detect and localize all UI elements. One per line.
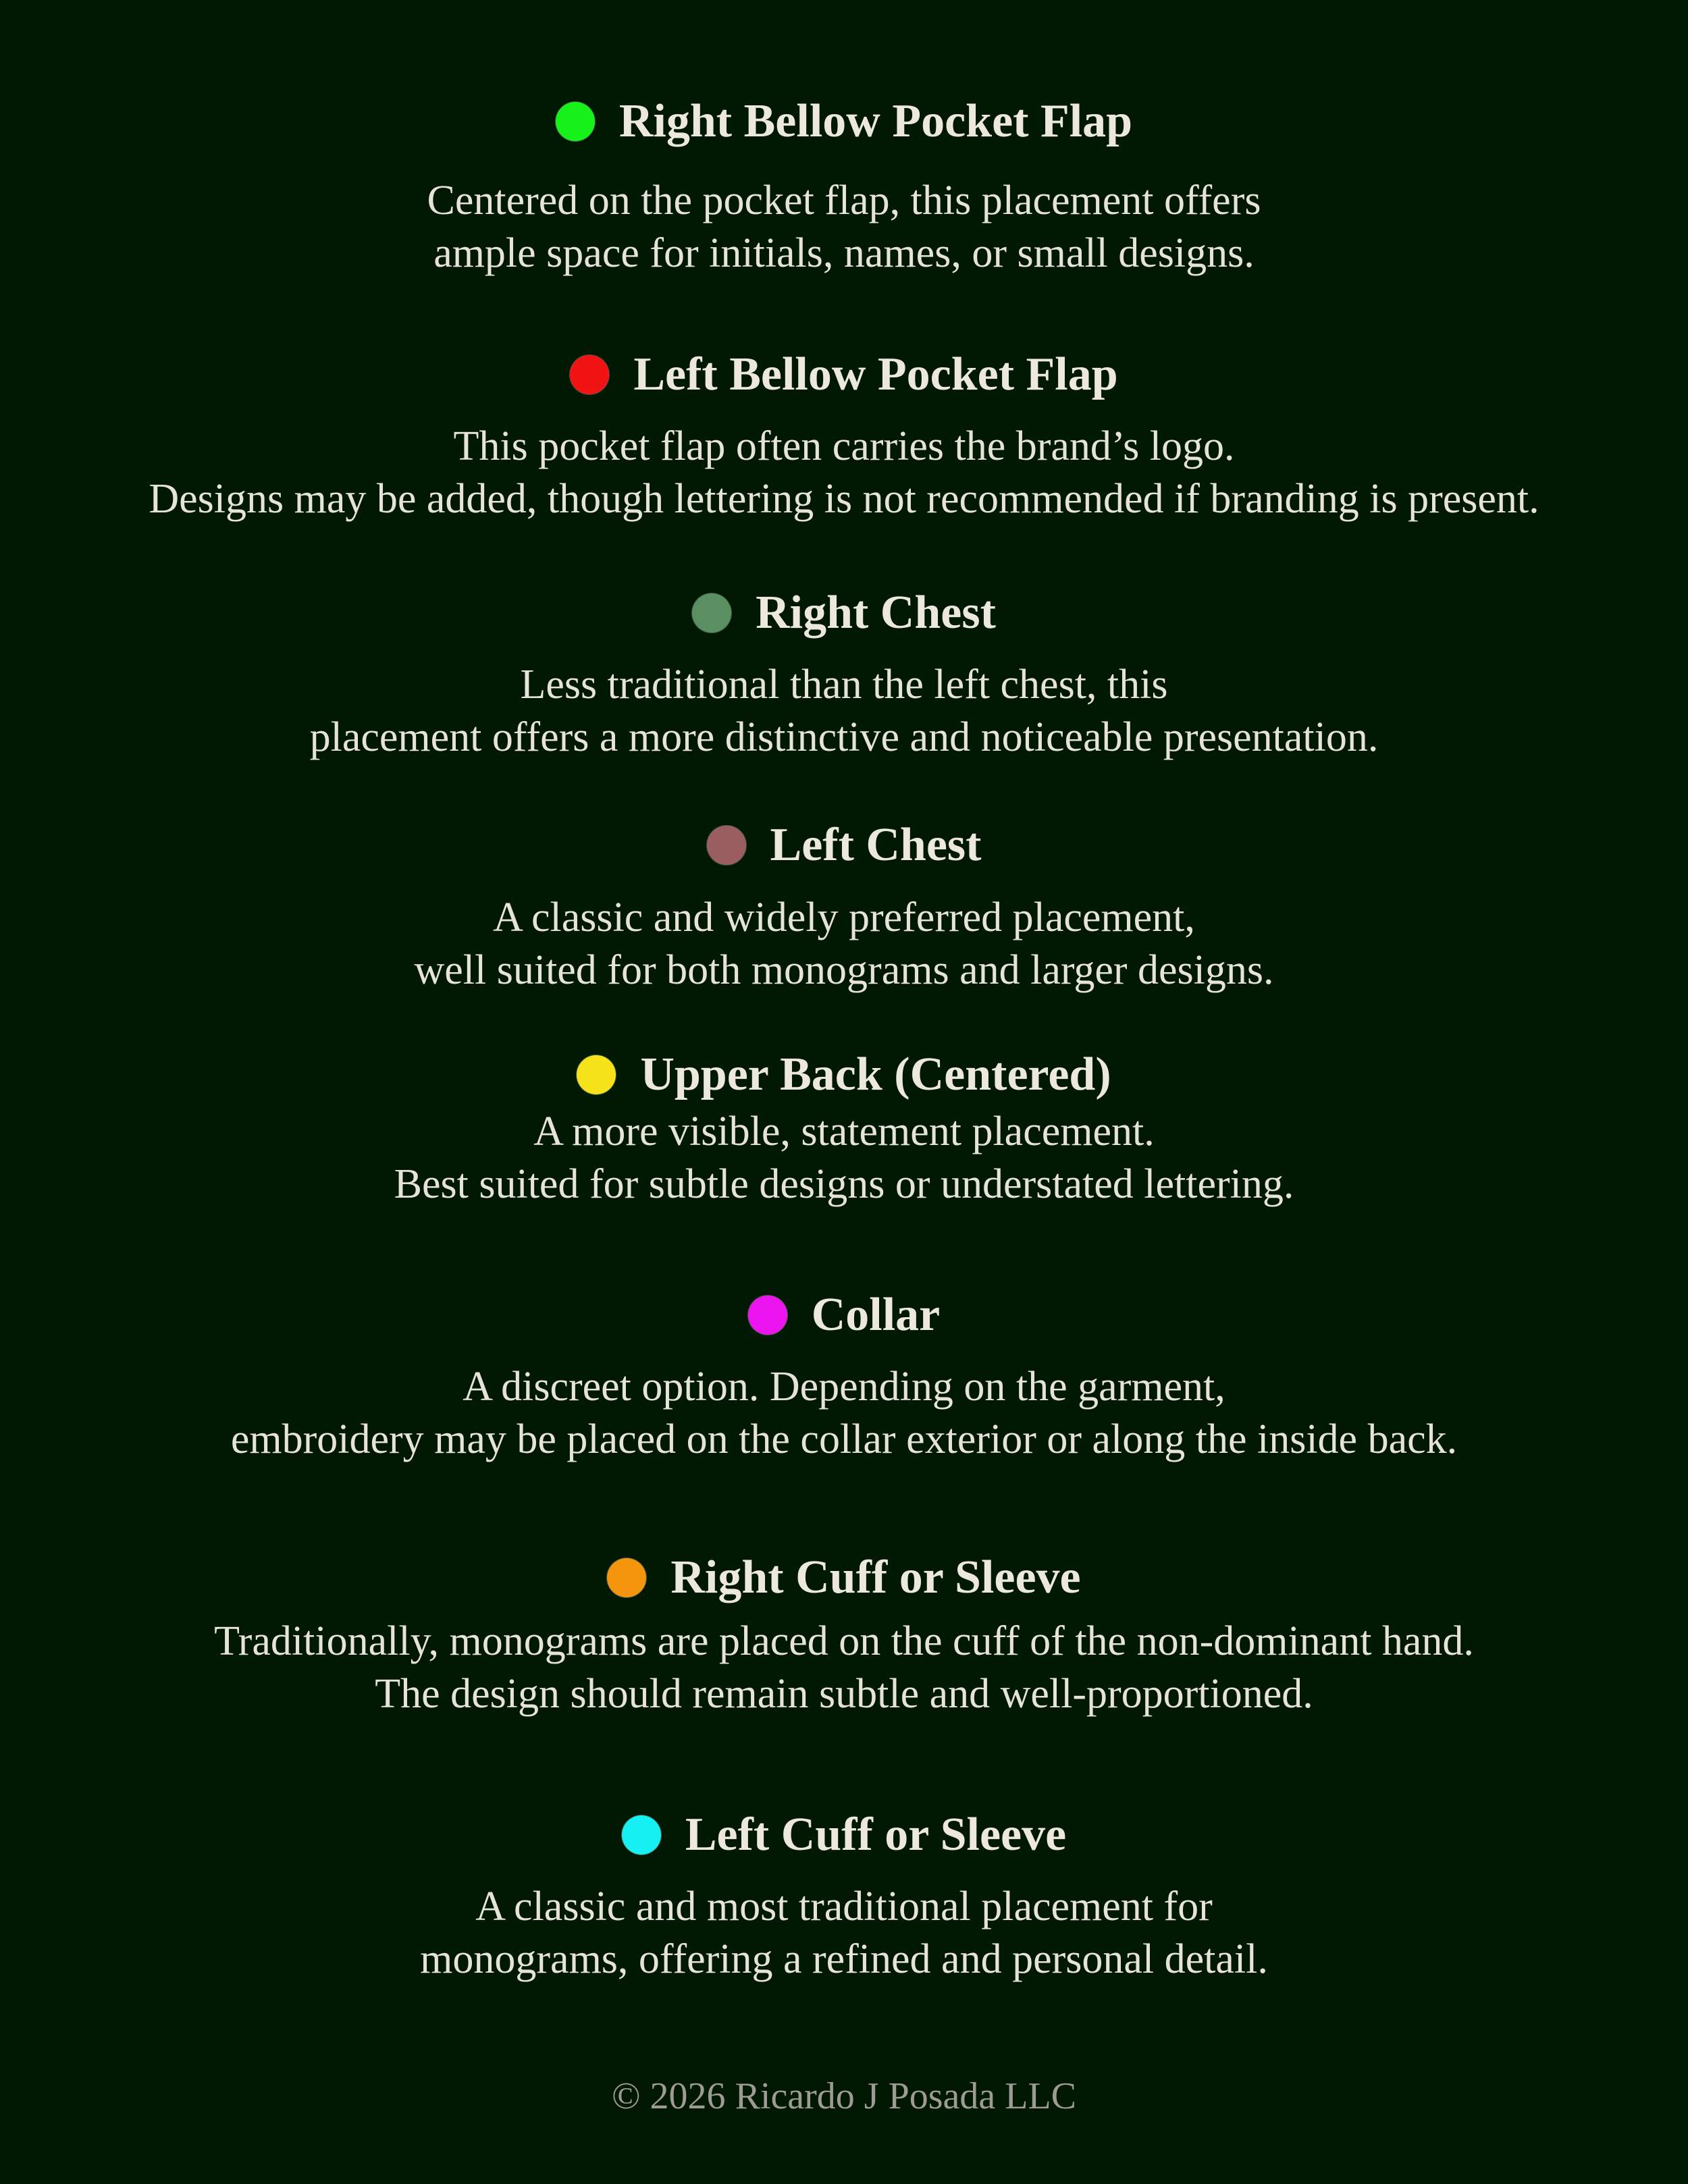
placement-heading xyxy=(0,815,1688,876)
placement-description xyxy=(0,420,1688,525)
placement-heading xyxy=(0,344,1688,405)
placement-collar xyxy=(0,1285,1688,1466)
description-line: Traditionally, monograms are placed on the cuff of the non-dominant hand. xyxy=(214,1618,1474,1664)
placement-title: Collar xyxy=(811,1289,941,1341)
description-line: Designs may be added, though lettering is not recommended if branding is present. xyxy=(149,476,1539,522)
description-line: placement offers a more distinctive and noticeable presentation. xyxy=(309,714,1379,760)
placement-description xyxy=(0,174,1688,279)
placement-heading xyxy=(0,583,1688,643)
description-line: Less traditional than the left chest, this xyxy=(520,662,1168,708)
placement-title: Upper Back (Centered) xyxy=(640,1048,1111,1100)
sage-dot-icon xyxy=(692,593,731,633)
description-line: A discreet option. Depending on the garment, xyxy=(463,1364,1225,1410)
placement-heading xyxy=(0,1285,1688,1346)
red-dot-icon xyxy=(570,355,609,394)
placement-title: Right Chest xyxy=(756,587,996,639)
placement-description xyxy=(0,1105,1688,1210)
placement-description xyxy=(0,1880,1688,1986)
description-line: A classic and most traditional placement for xyxy=(475,1884,1213,1929)
description-line: A classic and widely preferred placement, xyxy=(493,895,1195,940)
description-line: This pocket flap often carries the brand’s logo. xyxy=(453,423,1235,469)
placement-heading xyxy=(0,1805,1688,1865)
placement-heading xyxy=(0,91,1688,152)
placement-title: Left Cuff or Sleeve xyxy=(685,1809,1067,1861)
placement-right-bellow-pocket-flap xyxy=(0,91,1688,279)
cyan-dot-icon xyxy=(622,1815,661,1855)
description-line: Centered on the pocket flap, this placement offers xyxy=(427,178,1261,223)
mauve-dot-icon xyxy=(707,826,746,865)
placement-heading xyxy=(0,1044,1688,1105)
placement-heading xyxy=(0,1547,1688,1608)
placement-description xyxy=(0,658,1688,764)
placement-left-chest xyxy=(0,815,1688,996)
placement-description xyxy=(0,1615,1688,1720)
placement-right-cuff-or-sleeve xyxy=(0,1547,1688,1720)
yellow-dot-icon xyxy=(577,1055,616,1094)
placement-right-chest xyxy=(0,583,1688,764)
description-line: ample space for initials, names, or small designs. xyxy=(433,230,1255,276)
placement-description xyxy=(0,1360,1688,1466)
placement-upper-back-centered xyxy=(0,1044,1688,1210)
description-line: The design should remain subtle and well-proportioned. xyxy=(375,1671,1313,1717)
description-line: Best suited for subtle designs or understated lettering. xyxy=(394,1161,1294,1207)
magenta-dot-icon xyxy=(748,1296,787,1335)
placement-description xyxy=(0,891,1688,996)
description-line: A more visible, statement placement. xyxy=(533,1109,1155,1154)
description-line: monograms, offering a refined and personal detail. xyxy=(420,1936,1268,1982)
placement-left-cuff-or-sleeve xyxy=(0,1805,1688,1986)
description-line: embroidery may be placed on the collar exterior or along the inside back. xyxy=(230,1416,1458,1462)
placement-title: Right Cuff or Sleeve xyxy=(670,1551,1081,1603)
placement-title: Right Bellow Pocket Flap xyxy=(618,95,1133,147)
placement-left-bellow-pocket-flap xyxy=(0,344,1688,525)
placement-title: Left Bellow Pocket Flap xyxy=(633,348,1118,400)
placement-title: Left Chest xyxy=(770,819,982,871)
orange-dot-icon xyxy=(607,1558,646,1597)
description-line: well suited for both monograms and larger designs. xyxy=(414,947,1274,993)
copyright-footer: © 2026 Ricardo J Posada LLC xyxy=(611,2075,1077,2117)
green-dot-icon xyxy=(556,102,595,141)
